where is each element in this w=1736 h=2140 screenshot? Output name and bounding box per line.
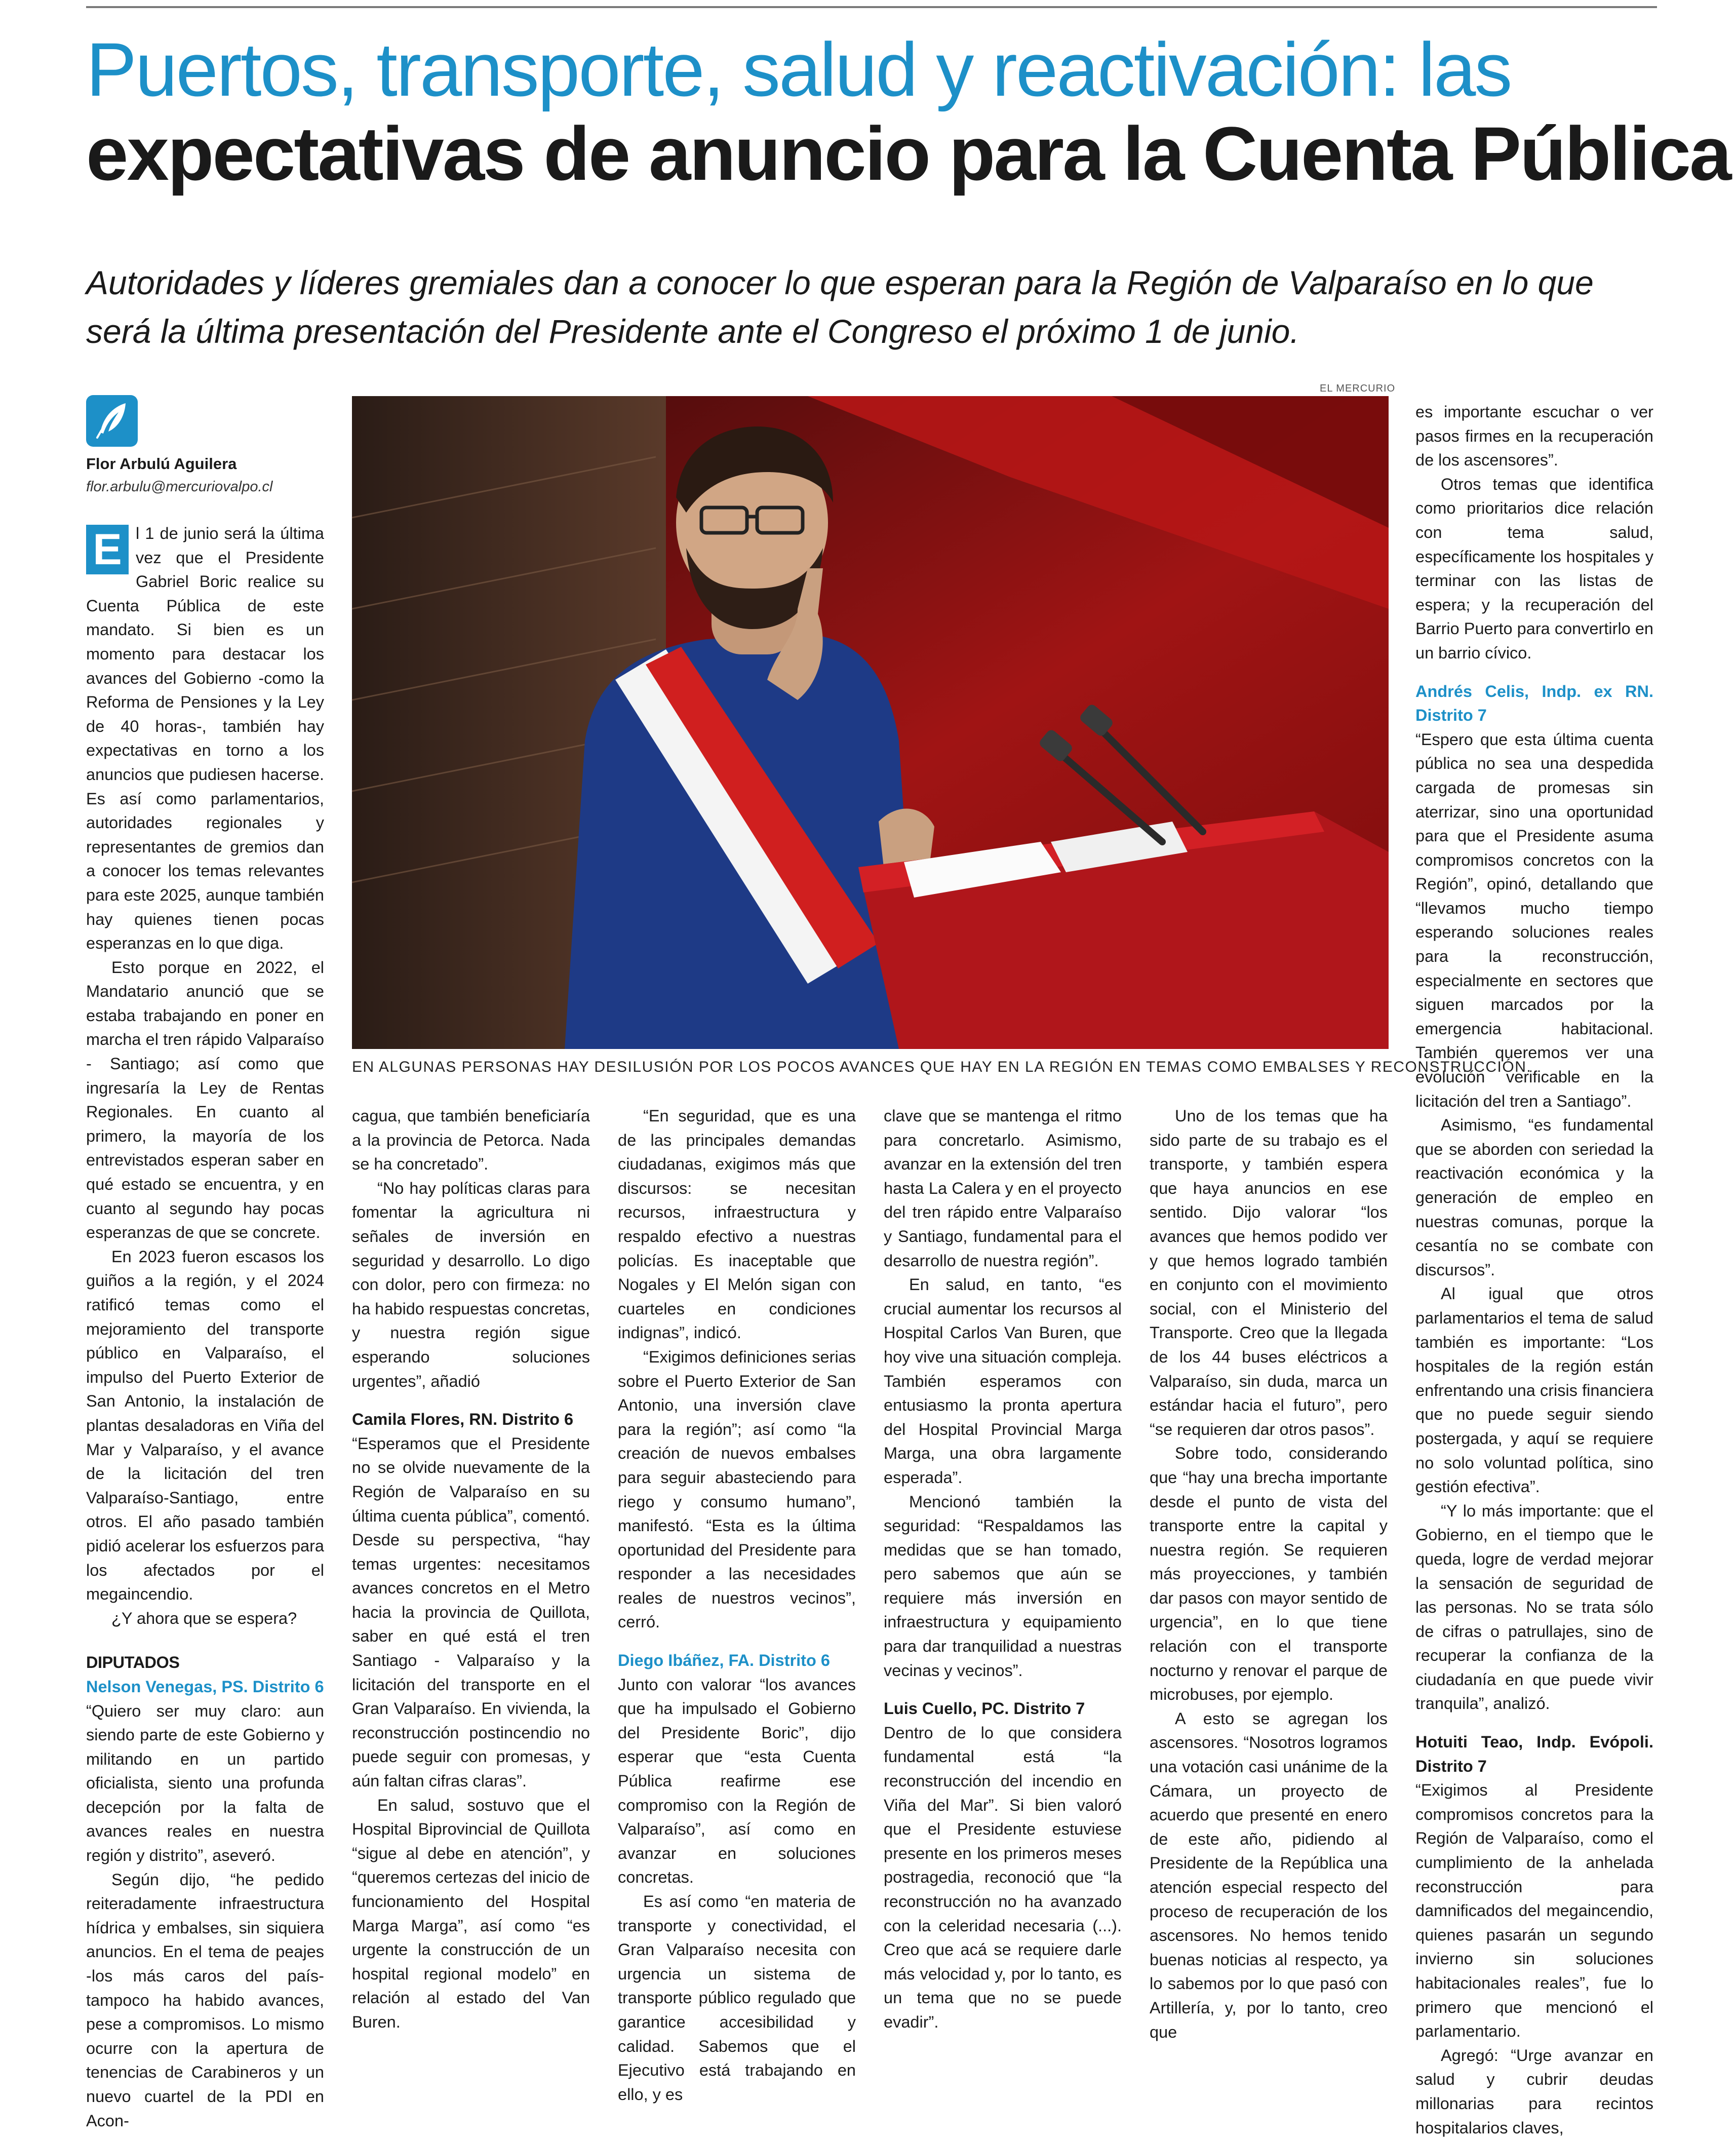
paragraph: En salud, en tanto, “es crucial aumentar los recursos al Hospital Carlos Van Buren, que hoy vive una situación compleja. También esperamos con entusiasmo la pronta apertura del Hospital Provincial Marga Marga, una obra largamente esperada”. — [884, 1275, 1122, 1487]
paragraph: es importante escuchar o ver pasos firmes en la recuperación de los ascensores”. — [1415, 403, 1653, 470]
paragraph: Junto con valorar “los avances que ha impulsado el Gobierno del Presidente Boric”, dijo esperar que “esta Cuenta Pública reafirme ese compromiso con la Región de Valparaíso”, así como en avanzar en soluciones concretas. — [618, 1675, 856, 1887]
paragraph: Sobre todo, considerando que “hay una brecha importante desde el punto de vista del transporte entre la capital y nuestra región. Se requieren más proyecciones, y también dar pasos con mayor sentido de urgencia”, en lo que tiene relación con el transporte nocturno y renovar el parque de microbuses, por ejemplo. — [1150, 1444, 1388, 1704]
column-5 — [1150, 1104, 1388, 2044]
paragraph: “Quiero ser muy claro: aun siendo parte de este Gobierno y militando en un partido oficialista, siento una profunda decepción por la falta de avances reales en nuestra región y distrito”, aseveró. — [86, 1701, 324, 1865]
headline-line-2: expectativas de anuncio para la Cuenta Pública — [86, 111, 1730, 196]
paragraph: “Y lo más importante: que el Gobierno, en el tiempo que le queda, logre de verdad mejorar la sensación de seguridad de las personas. No se trata sólo de cifras o patrullajes, sino de recuperar la confianza de la ciudadanía en que puede vivir tranquila”, analizó. — [1415, 1501, 1653, 1713]
paragraph: ¿Y ahora que se espera? — [111, 1609, 297, 1627]
paragraph: Otros temas que identifica como prioritarios dice relación con tema salud, específicamente los hospitales y terminar con las listas de espera; y la recuperación del Barrio Puerto para convertirlo en un barrio cívico. — [1415, 475, 1653, 662]
paragraph: “Esperamos que el Presidente no se olvide nuevamente de la Región de Valparaíso en su última cuenta pública”, comentó. Desde su perspectiva, “hay temas urgentes: necesitamos avances concretos en el Metro hacia la provincia de Quillota, saber en qué está el tren Santiago - Valparaíso y la licitación del transporte en el Gran Valparaíso. En vivienda, la reconstrucción postincendio no puede seguir con promesas, y aún faltan cifras claras”. — [352, 1434, 590, 1791]
dropcap: E — [86, 525, 129, 574]
column-6 — [1415, 400, 1653, 2140]
speaker-name: Camila Flores, RN. Distrito 6 — [352, 1410, 574, 1429]
deck-subtitle: Autoridades y líderes gremiales dan a conocer lo que esperan para la Región de Valparaíso en lo que será la última presentación del Presidente ante el Congreso el próximo 1 de junio. — [86, 264, 1594, 350]
paragraph: “En seguridad, que es una de las principales demandas ciudadanas, exigimos más que discursos: se necesitan recursos, infraestructura y respaldo efectivo a nuestras policías. Es inaceptable que Nogales y El Melón sigan con cuarteles en condiciones indignas”, indicó. — [618, 1107, 856, 1342]
paragraph: “No hay políticas claras para fomentar la agricultura ni señales de inversión en seguridad y desarrollo. Lo digo con dolor, pero con firmeza: no ha habido respuestas concretas, y nuestra región sigue esperando soluciones urgentes”, añadió — [352, 1179, 590, 1390]
speaker-name: Nelson Venegas, PS. Distrito 6 — [86, 1677, 324, 1696]
paragraph: En 2023 fueron escasos los guiños a la región, y el 2024 ratificó temas como el mejoramiento del transporte público en Valparaíso, el impulso del Puerto Exterior de San Antonio, la instalación de plantas desaladoras en Viña del Mar y Valparaíso, y el avance de la licitación del tren Valparaíso-Santiago, entre otros. El año pasado también pidió acelerar los esfuerzos para los afectados por el megaincendio. — [86, 1247, 324, 1604]
top-rule — [86, 6, 1657, 8]
lead-paragraph: E l 1 de junio será la última vez que el Presidente Gabriel Boric realice su Cuenta Pública de este mandato. Si bien es un momento para destacar los avances del Gobierno -como la Reforma de Pensiones y la Ley de 40 horas-, también hay expectativas en torno a los anuncios que pudiesen hacerse. Es así como parlamentarios, autoridades regionales y representantes de gremios dan a conocer los temas relevantes para este 2025, aunque también hay quienes tienen pocas esperanzas en lo que diga. — [86, 524, 324, 953]
paragraph: cagua, que también beneficiaría a la provincia de Petorca. Nada se ha concretado”. — [352, 1107, 590, 1174]
main-photo — [352, 396, 1389, 1049]
column-2 — [352, 1104, 590, 2035]
paragraph: En salud, sostuvo que el Hospital Biprovincial de Quillota “sigue al debe en atención”, y “queremos certezas del inicio de funcionamiento del Hospital Marga Marga”, así como “es urgente la construcción de un hospital regional modelo” en relación al estado del Van Buren. — [352, 1796, 590, 2031]
quill-icon — [86, 395, 138, 447]
paragraph: Al igual que otros parlamentarios el tema de salud también es importante: “Los hospitales de la región están enfrentando una crisis financiera que no puede seguir siendo postergada, y aquí se requiere no solo voluntad política, sino gestión efectiva”. — [1415, 1285, 1653, 1496]
column-1 — [86, 522, 324, 2133]
speaker-name: Luis Cuello, PC. Distrito 7 — [884, 1699, 1085, 1718]
column-4 — [884, 1104, 1122, 2035]
paragraph: Esto porque en 2022, el Mandatario anunció que se estaba trabajando en poner en marcha el tren rápido Valparaíso - Santiago; así como que ingresaría la Ley de Rentas Regionales. En cuanto al primero, la mayoría de los entrevistados esperan saber en qué estado se encuentra, y en cuanto al segundo hay pocas esperanzas de que se concrete. — [86, 958, 324, 1242]
paragraph: Mencionó también la seguridad: “Respaldamos las medidas que se han tomado, pero sabemos que aún se requiere más inversión en infraestructura y equipamiento para dar tranquilidad a nuestras vecinas y vecinos”. — [884, 1492, 1122, 1680]
paragraph: A esto se agregan los ascensores. “Nosotros logramos una votación casi unánime de la Cámara, un proyecto de acuerdo que presenté en enero de este año, pidiendo al Presidente de la República una atención especial respecto del proceso de recuperación de los ascensores. No hemos tenido buenas noticias al respecto, ya lo sabemos por lo que pasó con Artillería, y, por lo tanto, creo que — [1150, 1709, 1388, 2041]
section-heading: DIPUTADOS — [86, 1653, 180, 1672]
author-name: Flor Arbulú Aguilera — [86, 455, 237, 473]
paragraph: Dentro de lo que considera fundamental está “la reconstrucción del incendio en Viña del Mar”. Si bien valoró que el Presidente estuviese presente en los primeros meses postragedia, reconoció que “la reconstrucción no ha avanzado con la celeridad necesaria (...). Creo que acá se requiere darle más velocidad y, por lo tanto, es un tema que no se puede evadir”. — [884, 1723, 1122, 2031]
paragraph: “Exigimos al Presidente compromisos concretos para la Región de Valparaíso, como el cumplimiento de la anhelada reconstrucción para damnificados del megaincendio, quienes pasarán un segundo invierno sin soluciones habitacionales reales”, fue lo primero que mencionó el parlamentario. — [1415, 1781, 1653, 2041]
paragraph: “Espero que esta última cuenta pública no sea una despedida cargada de promesas sin aterrizar, sino una oportunidad para que el Presidente asuma compromisos concretos con la Región”, opinó, detallando que “llevamos mucho tiempo esperando soluciones reales para la reconstrucción, especialmente en sectores que siguen marcados por la emergencia habitacional. También queremos ver una evolución verificable en la licitación del tren a Santiago”. — [1415, 730, 1653, 1110]
column-3 — [618, 1104, 856, 2107]
paragraph: Uno de los temas que ha sido parte de su trabajo es el transporte, y también espera que haya anuncios en ese sentido. Dijo valorar “los avances que hemos podido ver y que hemos logrado también en conjunto con el movimiento social, con el Ministerio del Transporte. Creo que la llegada de los 44 buses eléctricos a Valparaíso, sin duda, marca un estándar hacia el futuro”, pero “se requieren dar otros pasos”. — [1150, 1107, 1388, 1438]
paragraph: Asimismo, “es fundamental que se aborden con seriedad la reactivación económica y la generación de empleo en nuestras comunas, porque la cesantía no se combate con discursos”. — [1415, 1116, 1653, 1279]
paragraph: Es así como “en materia de transporte y conectividad, el Gran Valparaíso necesita con urgencia un sistema de transporte público regulado que garantice accesibilidad y calidad. Sabemos que el Ejecutivo está trabajando en ello, y es — [618, 1892, 856, 2104]
paragraph: “Exigimos definiciones serias sobre el Puerto Exterior de San Antonio, una inversión clave para la región”; así como “la creación de nuevos embalses para seguir abasteciendo para riego y consumo humano”, manifestó. “Esta es la última oportunidad del Presidente para responder a las necesidades reales de nuestros vecinos”, cerró. — [618, 1347, 856, 1631]
photo-caption: EN ALGUNAS PERSONAS HAY DESILUSIÓN POR LOS POCOS AVANCES QUE HAY EN LA REGIÓN EN TEMAS COMO EMBALSES Y RECONSTRUCCIÓN. — [352, 1059, 1532, 1075]
speaker-name: Diego Ibáñez, FA. Distrito 6 — [618, 1651, 830, 1670]
speaker-name: Hotuiti Teao, Indp. Evópoli. Distrito 7 — [1415, 1733, 1653, 1775]
paragraph: Según dijo, “he pedido reiteradamente infraestructura hídrica y embalses, sin siquiera anuncios. En el tema de peajes -los más caros del país- tampoco ha habido avances, pese a compromisos. Lo mismo ocurre con la apertura de tenencias de Carabineros y un nuevo cuartel de la PDI en Acon- — [86, 1870, 324, 2130]
speaker-name: Andrés Celis, Indp. ex RN. Distrito 7 — [1415, 682, 1653, 725]
photo-credit: EL MERCURIO — [1320, 383, 1396, 394]
paragraph: clave que se mantenga el ritmo para concretarlo. Asimismo, avanzar en la extensión del tren hasta La Calera y en el proyecto del tren rápido entre Valparaíso y Santiago, fundamental para el desarrollo de nuestra región”. — [884, 1107, 1122, 1270]
president-speech-illustration — [352, 396, 1389, 1049]
paragraph: Agregó: “Urge avanzar en salud y cubrir deudas millonarias para recintos hospitalarios claves, — [1415, 2046, 1653, 2137]
author-email[interactable]: flor.arbulu@mercuriovalpo.cl — [86, 479, 273, 495]
headline-line-1: Puertos, transporte, salud y reactivación: las — [86, 27, 1511, 112]
